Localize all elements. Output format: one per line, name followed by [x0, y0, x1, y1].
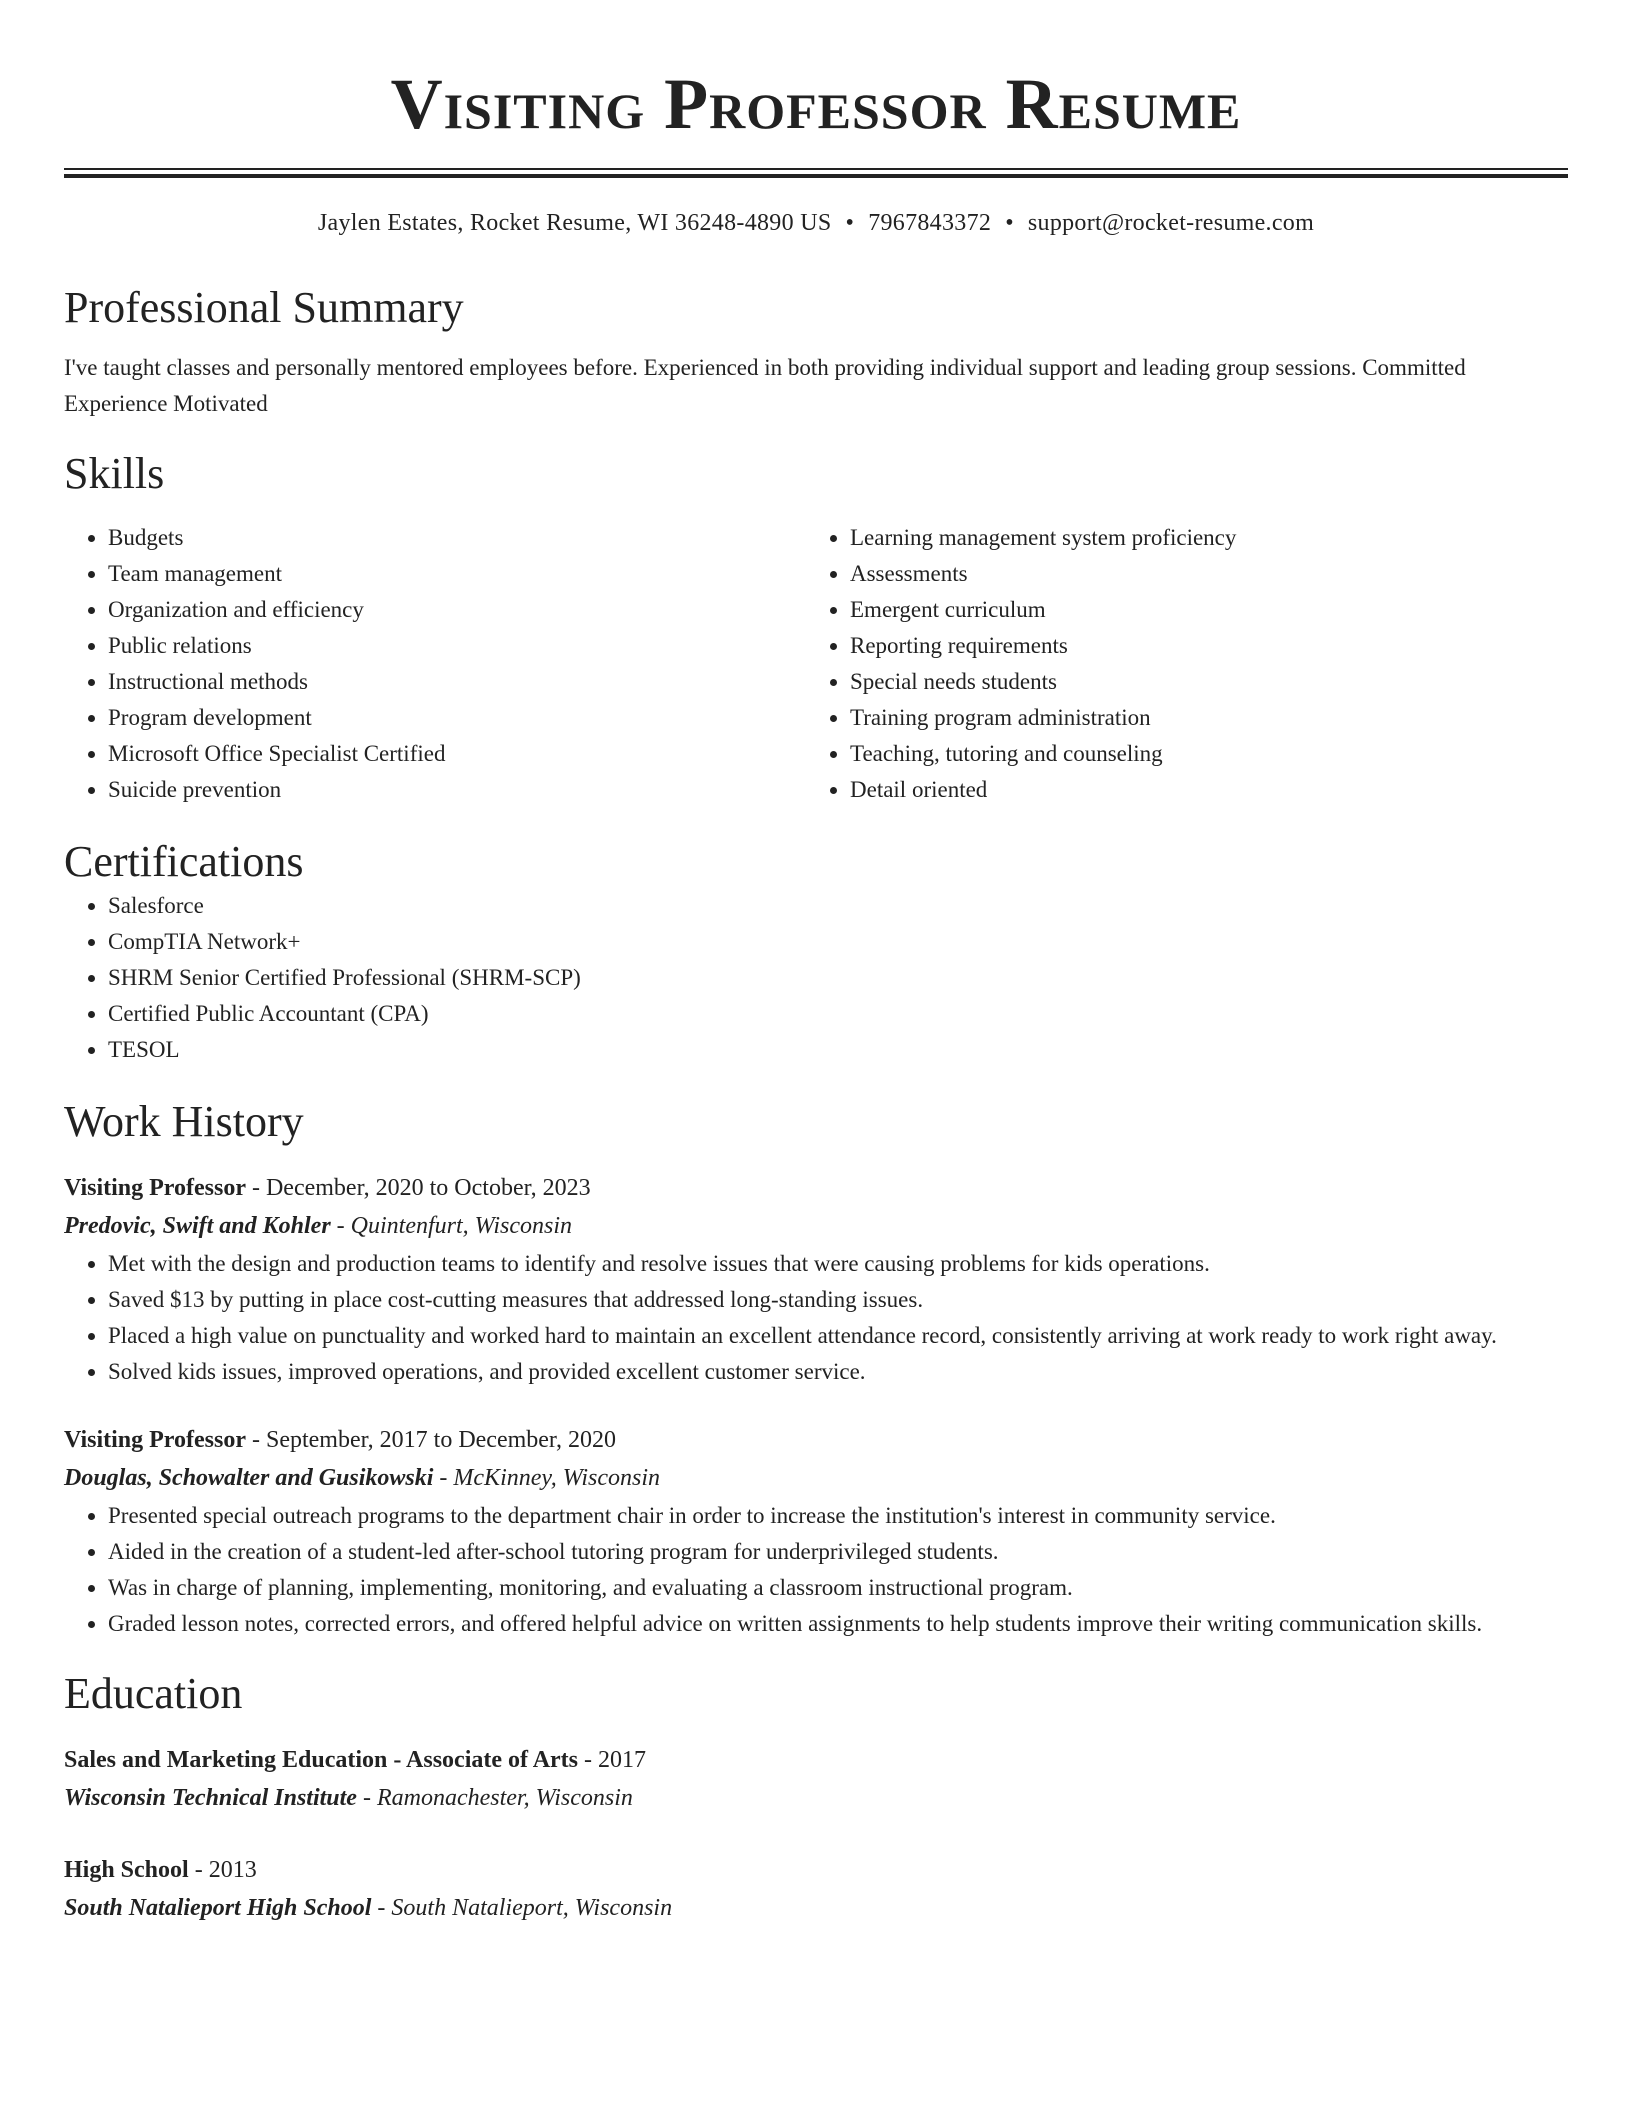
contact-email: support@rocket-resume.com: [1027, 210, 1315, 236]
degree-line: [64, 1852, 1568, 1888]
graduation-year: - 2013: [188, 1857, 257, 1883]
company-line: [64, 1206, 1568, 1246]
school-name: Wisconsin Technical Institute: [64, 1785, 357, 1811]
skills-list-right: [806, 520, 1548, 808]
education-heading: Education: [64, 1669, 243, 1718]
job-title-line: [64, 1422, 1568, 1458]
work-history-heading: Work History: [64, 1097, 304, 1146]
degree-name: Sales and Marketing Education - Associate of Arts: [64, 1747, 579, 1773]
contact-line: [64, 208, 1568, 238]
education-entry: [64, 1742, 1568, 1818]
skills-heading: Skills: [64, 449, 165, 498]
school-location: - South Natalieport, Wisconsin: [371, 1895, 673, 1921]
degree-name: High School: [64, 1857, 189, 1883]
skills-column-left: [64, 520, 806, 808]
skill-item: • Learning management system proficiency: [850, 520, 1548, 556]
job-duty-item: • Was in charge of planning, implementing, monitoring, and evaluating a classroom instructional program.: [108, 1570, 1568, 1606]
contact-separator: •: [845, 210, 855, 236]
job-duty-item: • Graded lesson notes, corrected errors, and offered helpful advice on written assignments to help students improve their writing communication skills.: [108, 1606, 1568, 1642]
skill-item: • Public relations: [108, 628, 806, 664]
skills-grid: [64, 520, 1568, 808]
summary-heading: Professional Summary: [64, 283, 464, 332]
job-duty-item: • Aided in the creation of a student-led after-school tutoring program for underprivileged students.: [108, 1534, 1568, 1570]
job-dates: - December, 2020 to October, 2023: [245, 1175, 591, 1201]
school-line: [64, 1778, 1568, 1818]
skills-column-right: [806, 520, 1548, 808]
contact-address: Jaylen Estates, Rocket Resume, WI 36248-4890 US: [317, 210, 832, 236]
certification-item: • TESOL: [108, 1032, 1568, 1068]
certification-item: • Salesforce: [108, 888, 1568, 924]
job-duty-item: • Placed a high value on punctuality and worked hard to maintain an excellent attendance record, consistently arriving at work ready to work right away.: [108, 1318, 1568, 1354]
page-title: Visiting Professor Resume: [390, 64, 1242, 144]
certification-item: • SHRM Senior Certified Professional (SHRM-SCP): [108, 960, 1568, 996]
education-entry: [64, 1852, 1568, 1928]
job-duties-list: [64, 1498, 1568, 1642]
skill-item: • Team management: [108, 556, 806, 592]
skill-item: • Microsoft Office Specialist Certified: [108, 736, 806, 772]
job-entry: [64, 1422, 1568, 1642]
skill-item: • Detail oriented: [850, 772, 1548, 808]
job-title: Visiting Professor: [64, 1427, 246, 1453]
job-duties-list: [64, 1246, 1568, 1390]
job-dates: - September, 2017 to December, 2020: [245, 1427, 616, 1453]
skill-item: • Training program administration: [850, 700, 1548, 736]
degree-line: [64, 1742, 1568, 1778]
skill-item: • Emergent curriculum: [850, 592, 1548, 628]
school-location: - Ramonachester, Wisconsin: [356, 1785, 633, 1811]
skills-list-left: [64, 520, 806, 808]
skill-item: • Suicide prevention: [108, 772, 806, 808]
contact-separator: •: [1005, 210, 1014, 236]
school-line: [64, 1888, 1568, 1928]
graduation-year: - 2017: [578, 1747, 647, 1773]
title-divider: [64, 168, 1568, 178]
company-name: Douglas, Schowalter and Gusikowski: [64, 1465, 434, 1491]
skill-item: • Program development: [108, 700, 806, 736]
job-title-line: [64, 1170, 1568, 1206]
skill-item: • Special needs students: [850, 664, 1548, 700]
contact-phone: 7967843372: [868, 210, 992, 236]
skill-item: • Instructional methods: [108, 664, 806, 700]
job-entry: [64, 1170, 1568, 1390]
summary-text: I've taught classes and personally mentored employees before. Experienced in both providing individual support and leading group sessions. Committed Experience Motivated: [64, 355, 1466, 416]
company-location: - Quintenfurt, Wisconsin: [330, 1213, 572, 1239]
skill-item: • Budgets: [108, 520, 806, 556]
certification-item: • CompTIA Network+: [108, 924, 1568, 960]
job-title: Visiting Professor: [64, 1175, 246, 1201]
company-name: Predovic, Swift and Kohler: [64, 1213, 331, 1239]
school-name: South Natalieport High School: [64, 1895, 372, 1921]
certifications-list: [64, 888, 1568, 1068]
skill-item: • Teaching, tutoring and counseling: [850, 736, 1548, 772]
skill-item: • Assessments: [850, 556, 1548, 592]
certification-item: • Certified Public Accountant (CPA): [108, 996, 1568, 1032]
skill-item: • Reporting requirements: [850, 628, 1548, 664]
job-duty-item: • Saved $13 by putting in place cost-cutting measures that addressed long-standing issues.: [108, 1282, 1568, 1318]
job-duty-item: • Met with the design and production teams to identify and resolve issues that were causing problems for kids operations.: [108, 1246, 1568, 1282]
certifications-heading: Certifications: [64, 837, 304, 886]
company-line: [64, 1458, 1568, 1498]
job-duty-item: • Presented special outreach programs to the department chair in order to increase the institution's interest in community service.: [108, 1498, 1568, 1534]
skill-item: • Organization and efficiency: [108, 592, 806, 628]
company-location: - McKinney, Wisconsin: [433, 1465, 661, 1491]
job-duty-item: • Solved kids issues, improved operations, and provided excellent customer service.: [108, 1354, 1568, 1390]
